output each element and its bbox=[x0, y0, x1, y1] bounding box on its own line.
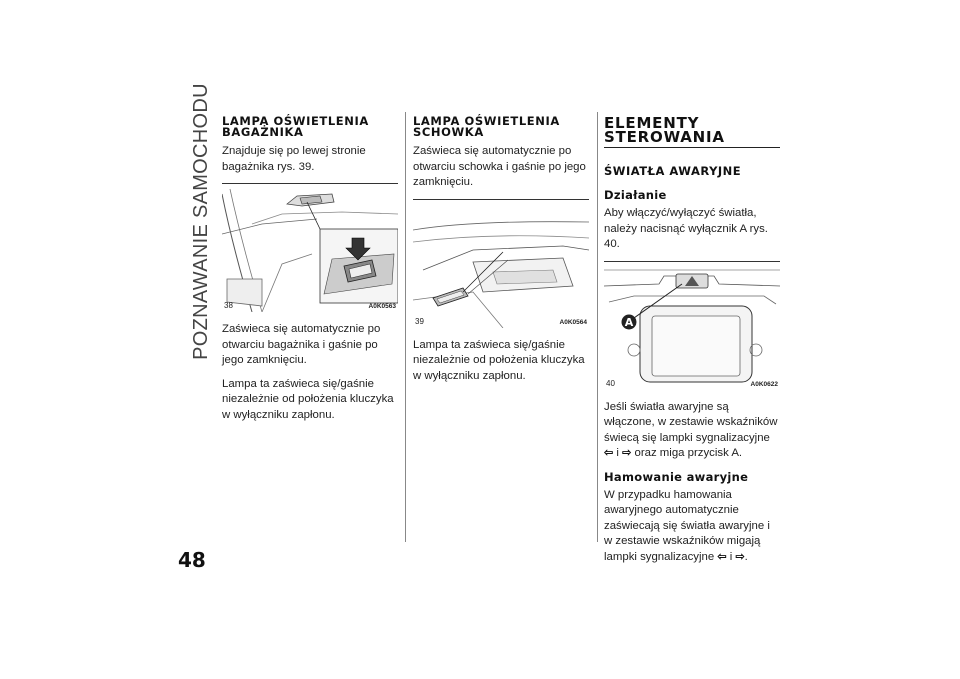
right-turn-arrow-icon: ⇨ bbox=[735, 550, 745, 563]
figure-trunk-lamp bbox=[222, 183, 398, 312]
callout-letter: A bbox=[624, 315, 634, 329]
emergency-braking-part: W przypadku hamowania awaryjnego automatycznie zaświecają się światła awaryjne i w zestawie wskaźników migają lampki sygnalizacyjne bbox=[604, 488, 770, 563]
hazard-status-part: oraz miga przycisk A. bbox=[634, 447, 743, 459]
operation-text: Aby włączyć/wyłączyć światła, należy nacisnąć wyłącznik A rys. 40. bbox=[604, 207, 768, 250]
glovebox-lamp-para1: Lampa ta zaświeca się/gaśnie niezależnie od położenia kluczyka w wyłączniku zapłonu. bbox=[413, 338, 585, 382]
side-section-title-text: POZNAWANIE SAMOCHODU bbox=[189, 82, 212, 360]
emergency-braking-text bbox=[604, 488, 780, 566]
right-turn-arrow-icon: ⇨ bbox=[622, 447, 632, 459]
hazard-lights-heading: ŚWIATŁA AWARYJNE bbox=[604, 164, 742, 178]
left-turn-arrow-icon: ⇦ bbox=[717, 550, 727, 563]
trunk-lamp-para1: Zaświeca się automatycznie po otwarciu bagażnika i gaśnie po jego zamknięciu. bbox=[222, 323, 381, 366]
figure-hazard-switch bbox=[604, 261, 780, 390]
trunk-lamp-heading bbox=[222, 116, 398, 138]
figure-code: A0K0622 bbox=[750, 380, 778, 388]
figure-number: 39 bbox=[415, 316, 424, 326]
figure-number: 38 bbox=[224, 301, 233, 310]
heading-line: SCHOWKA bbox=[413, 125, 484, 139]
controls-section bbox=[604, 116, 780, 573]
heading-line: LAMPA OŚWIETLENIA bbox=[413, 114, 560, 128]
side-section-title bbox=[186, 82, 216, 360]
glovebox-lamp-heading bbox=[413, 116, 589, 138]
figure-code: A0K0564 bbox=[559, 318, 587, 326]
figure-code: A0K0563 bbox=[368, 303, 396, 310]
figure-glovebox-lamp bbox=[413, 199, 589, 328]
trunk-lamp-section bbox=[222, 116, 398, 431]
emergency-braking-end: . bbox=[744, 550, 748, 563]
emergency-braking-heading: Hamowanie awaryjne bbox=[604, 469, 749, 484]
glovebox-lamp-intro: Zaświeca się automatycznie po otwarciu schowka i gaśnie po jego zamknięciu. bbox=[413, 145, 586, 188]
heading-line: LAMPA OŚWIETLENIA bbox=[222, 114, 369, 128]
hazard-switch-illustration bbox=[604, 262, 780, 390]
controls-heading bbox=[604, 116, 780, 148]
operation-heading: Działanie bbox=[604, 188, 667, 202]
figure-number: 40 bbox=[606, 378, 615, 388]
emergency-braking-and: i bbox=[729, 550, 733, 563]
hazard-status-text bbox=[604, 400, 780, 462]
trunk-lamp-para2: Lampa ta zaświeca się/gaśnie niezależnie od położenia kluczyka w wyłączniku zapłonu. bbox=[222, 377, 394, 421]
trunk-lamp-intro: Znajduje się po lewej stronie bagażnika rys. 39. bbox=[222, 145, 366, 173]
heading-line: BAGAŻNIKA bbox=[222, 125, 304, 139]
hazard-status-and: i bbox=[616, 447, 619, 459]
heading-line: STEROWANIA bbox=[604, 128, 725, 146]
column-divider bbox=[597, 112, 598, 542]
glovebox-lamp-illustration bbox=[413, 200, 589, 328]
hazard-status-part: Jeśli światła awaryjne są włączone, w zestawie wskaźników świecą się lampki sygnalizacyjne bbox=[604, 400, 778, 444]
page-number: 48 bbox=[178, 548, 206, 572]
column-divider bbox=[405, 112, 406, 542]
trunk-lamp-illustration bbox=[222, 184, 398, 312]
glovebox-lamp-section bbox=[413, 116, 589, 392]
heading-line: ELEMENTY bbox=[604, 114, 700, 132]
left-turn-arrow-icon: ⇦ bbox=[604, 447, 614, 459]
